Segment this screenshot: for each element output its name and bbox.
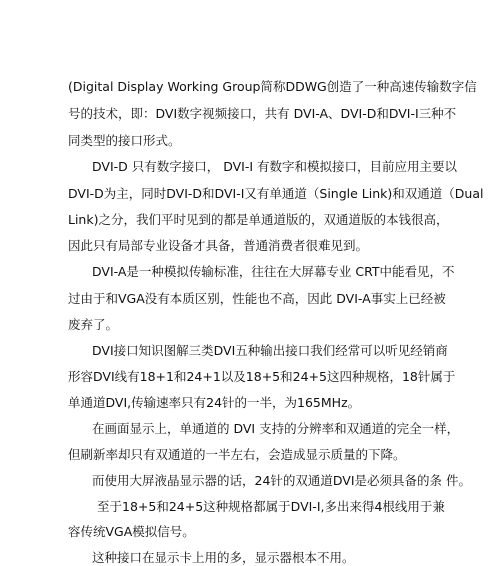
paragraph-1-line-3: 同类型的接口形式。 (68, 133, 181, 148)
paragraph-4-line-2: 形容DVI线有18+1和24+1以及18+5和24+5这四种规格，18针属于 (68, 369, 456, 384)
paragraph-5-line-2: 但刷新率却只有双通道的一半左右，会造成显示质量的下降。 (68, 447, 406, 462)
paragraph-3-line-3: 废弃了。 (68, 317, 119, 332)
paragraph-7-line-2: 容传统VGA模拟信号。 (68, 524, 195, 539)
paragraph-8-line-1: 这种接口在显示卡上用的多，显示器根本不用。 (92, 550, 355, 565)
paragraph-1-line-2: 号的技术，即：DVI数字视频接口，共有 DVI-A、DVI-D和DVI-I三种不 (68, 106, 457, 121)
paragraph-4-line-1: DVI接口知识图解三类DVI五种输出接口我们经常可以听见经销商 (92, 343, 448, 358)
paragraph-3-line-2: 过由于和VGA没有本质区别，性能也不高，因此 DVI-A事实上已经被 (68, 291, 446, 306)
paragraph-7-line-1: 至于18+5和24+5这种规格都属于DVI-I,多出来得4根线用于兼 (97, 499, 445, 514)
paragraph-3-line-1: DVI-A是一种模拟传输标准，往往在大屏幕专业 CRT中能看见，不 (92, 264, 455, 279)
paragraph-5-line-1: 在画面显示上，单通道的 DVI 支持的分辨率和双通道的完全一样， (92, 421, 460, 436)
paragraph-2-line-4: 因此只有局部专业设备才具备，普通消费者很难见到。 (68, 238, 369, 253)
paragraph-2-line-3: Link)之分，我们平时见到的都是单通道版的，双通道版的本钱很高， (68, 212, 449, 227)
paragraph-4-line-3: 单通道DVI,传输速率只有24针的一半，为165MHz。 (68, 395, 361, 410)
paragraph-2-line-2: DVI-D为主，同时DVI-D和DVI-I又有单通道（Single Link)和双通道（Dual (68, 186, 484, 201)
paragraph-6-line-1: 而使用大屏液晶显示器的话，24针的双通道DVI是必须具备的条 件。 (92, 473, 472, 488)
paragraph-2-line-1: DVI-D 只有数字接口， DVI-I 有数字和模拟接口，目前应用主要以 (92, 159, 458, 174)
paragraph-1-line-1: (Digital Display Working Group简称DDWG创造了一种高速传输数字信 (68, 79, 477, 94)
